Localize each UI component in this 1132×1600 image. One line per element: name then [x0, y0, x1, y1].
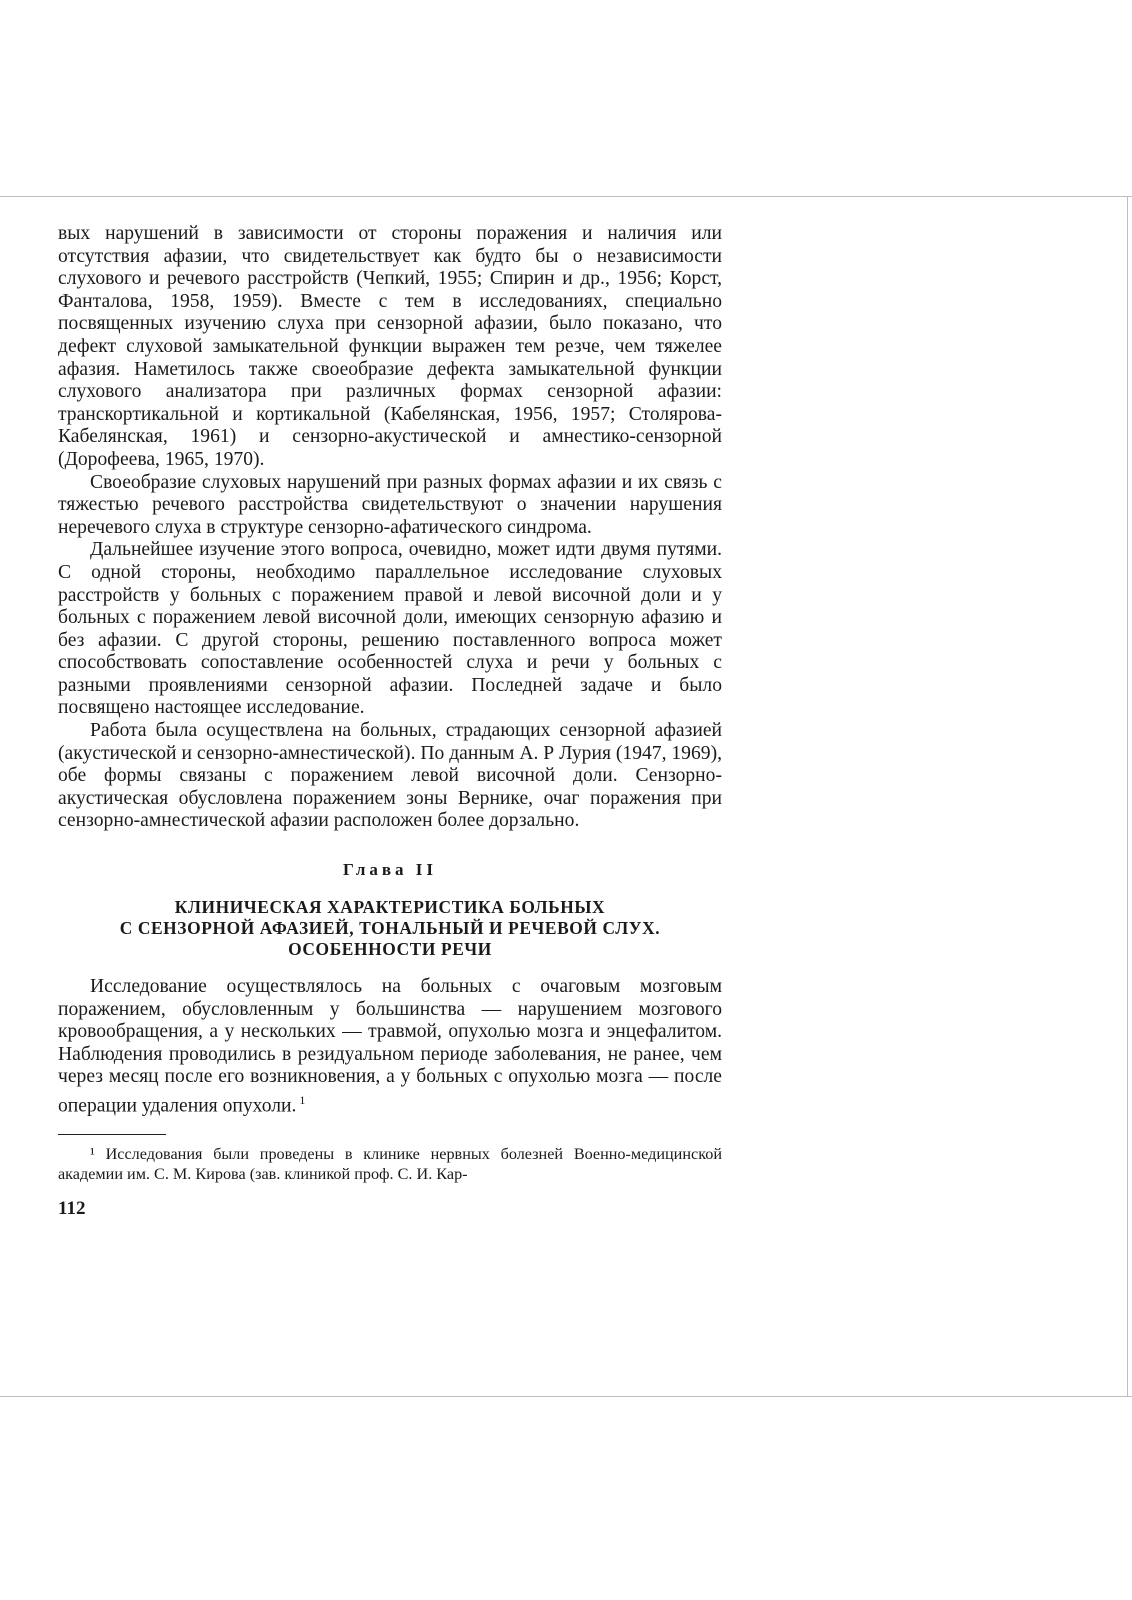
- chapter-paragraph-text: Исследование осуществлялось на больных с очаговым мозговым поражением, обусловленным у большинства — нарушением мозгового кровообращения, а у нескольких — травмой, опухолью мозга и энцефалитом. Наблюдения проводились в резидуальном периоде заболевания, не ранее, чем через месяц после его возникновения, а у больных с опухолью мозга — после операции удаления опухоли.: [58, 976, 722, 1117]
- paragraph: Своеобразие слуховых нарушений при разных формах афазии и их связь с тяжестью речевого расстройства свидетельствуют о значении нарушения неречевого слуха в структуре сензорно-афатического синдрома.: [58, 471, 722, 538]
- footnote: ¹ Исследования были проведены в клинике нервных болезней Военно-медицинской академии им. С. М. Кирова (зав. клиникой проф. С. И. Кар-: [58, 1145, 722, 1183]
- chapter-title-line: КЛИНИЧЕСКАЯ ХАРАКТЕРИСТИКА БОЛЬНЫХ: [174, 897, 606, 918]
- paragraph-continued: вых нарушений в зависимости от стороны поражения и наличия или отсутствия афазии, что свидетельствует как будто бы о независимости слухового и речевого расстройств (Чепкий, 1955; Спирин и др., 1956; Корст, Фанталова, 1958, 1959). Вместе с тем в исследованиях, специально посвященных изучению слуха при сензорной афазии, было показано, что дефект слуховой замыкательной функции выражен тем резче, чем тяжелее афазия. Наметилось также своеобразие дефекта замыкательной функции слухового анализатора при различных формах сензорной афазии: транскортикальной и кортикальной (Кабелянская, 1956, 1957; Столярова-Кабелянская, 1961) и сензорно-акустической и амнестико-сензорной (Дорофеева, 1965, 1970).: [58, 223, 722, 470]
- chapter-title: [58, 897, 722, 960]
- scan-border-top: [0, 196, 1132, 197]
- book-page: [58, 223, 722, 1220]
- chapter-paragraph: [58, 976, 722, 1118]
- footnote-marker: 1: [299, 1093, 306, 1107]
- paragraph: Дальнейшее изучение этого вопроса, очевидно, может идти двумя путями. С одной стороны, необходимо параллельное исследование слуховых расстройств у больных с поражением правой и левой височной доли и у больных с поражением левой височной доли, имеющих сензорную афазию и без афазии. С другой стороны, решению поставленного вопроса может способствовать сопоставление особенностей слуха и речи у больных с разными проявлениями сензорной афазии. Последней задаче и было посвящено настоящее исследование.: [58, 539, 722, 719]
- footnote-separator: [58, 1134, 166, 1135]
- scan-border-bottom: [0, 1396, 1132, 1397]
- chapter-title-line: С СЕНЗОРНОЙ АФАЗИЕЙ, ТОНАЛЬНЫЙ И РЕЧЕВОЙ СЛУХ.: [119, 918, 661, 939]
- page-number: 112: [58, 1198, 86, 1220]
- chapter-title-line: ОСОБЕННОСТИ РЕЧИ: [288, 939, 492, 960]
- paragraph: Работа была осуществлена на больных, страдающих сензорной афазией (акустической и сензорно-амнестической). По данным А. Р Лурия (1947, 1969), обе формы связаны с поражением левой височной доли. Сензорно-акустическая обусловлена поражением зоны Вернике, очаг поражения при сензорно-амнестической афазии расположен более дорзально.: [58, 720, 722, 832]
- chapter-label: Глава II: [342, 860, 438, 880]
- scan-border-right: [1127, 196, 1128, 1396]
